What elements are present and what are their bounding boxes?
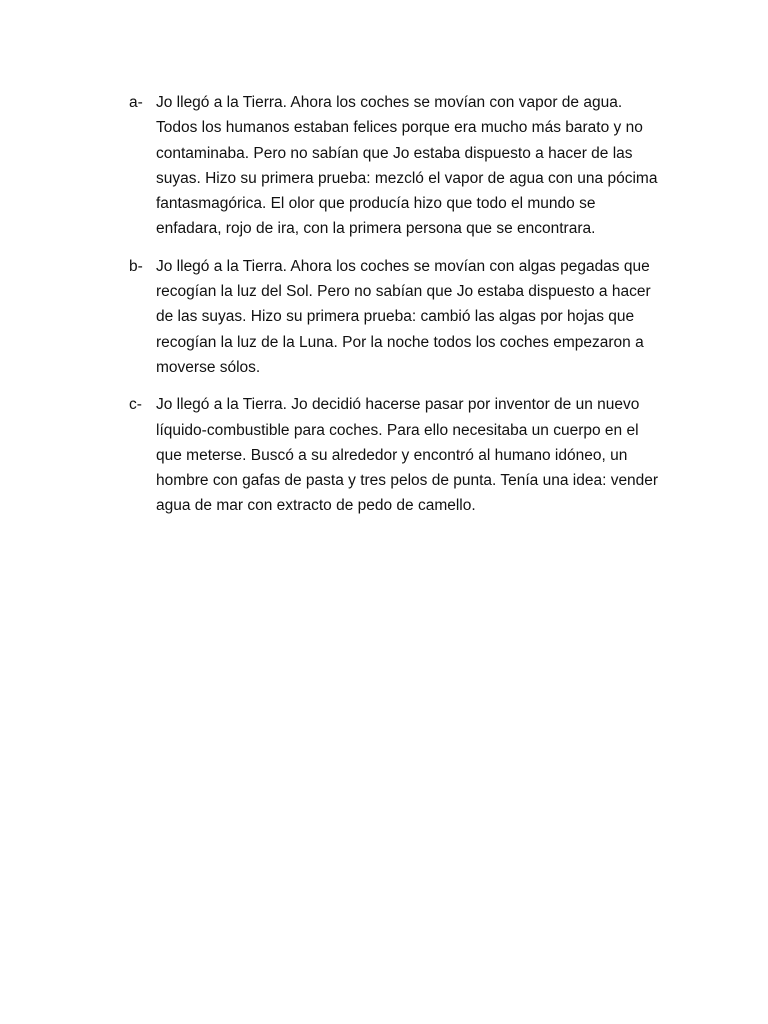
story-list [129,90,661,531]
paragraph-text: Jo llegó a la Tierra. Jo decidió hacerse pasar por inventor de un nuevo líquido-combustible para coches. Para ello necesitaba un cuerpo en el que meterse. Buscó a su alrededor y encontró al humano idóneo, un hombre con gafas de pasta y tres pelos de punta. Tenía una idea: vender agua de mar con extracto de pedo de camello. [156,396,659,515]
list-item-a [129,90,661,242]
list-item-b [129,254,661,380]
paragraph-text: Jo llegó a la Tierra. Ahora los coches se movían con vapor de agua. Todos los humanos estaban felices porque era mucho más barato y no contaminaba. Pero no sabían que Jo estaba dispuesto a hacer de las suyas. Hizo su primera prueba: mezcló el vapor de agua con una pócima fantasmagórica. El olor que producía hizo que todo el mundo se enfadara, rojo de ira, con la primera persona que se encontrara. [156,94,658,238]
paragraph-text: Jo llegó a la Tierra. Ahora los coches se movían con algas pegadas que recogían la luz del Sol. Pero no sabían que Jo estaba dispuesto a hacer de las suyas. Hizo su primera prueba: cambió las algas por hojas que recogían la luz de la Luna. Por la noche todos los coches empezaron a moverse sólos. [156,257,651,376]
list-item-c [129,392,661,518]
list-marker: a- [129,94,143,111]
list-marker: c- [129,396,142,414]
list-marker: b- [129,257,143,275]
